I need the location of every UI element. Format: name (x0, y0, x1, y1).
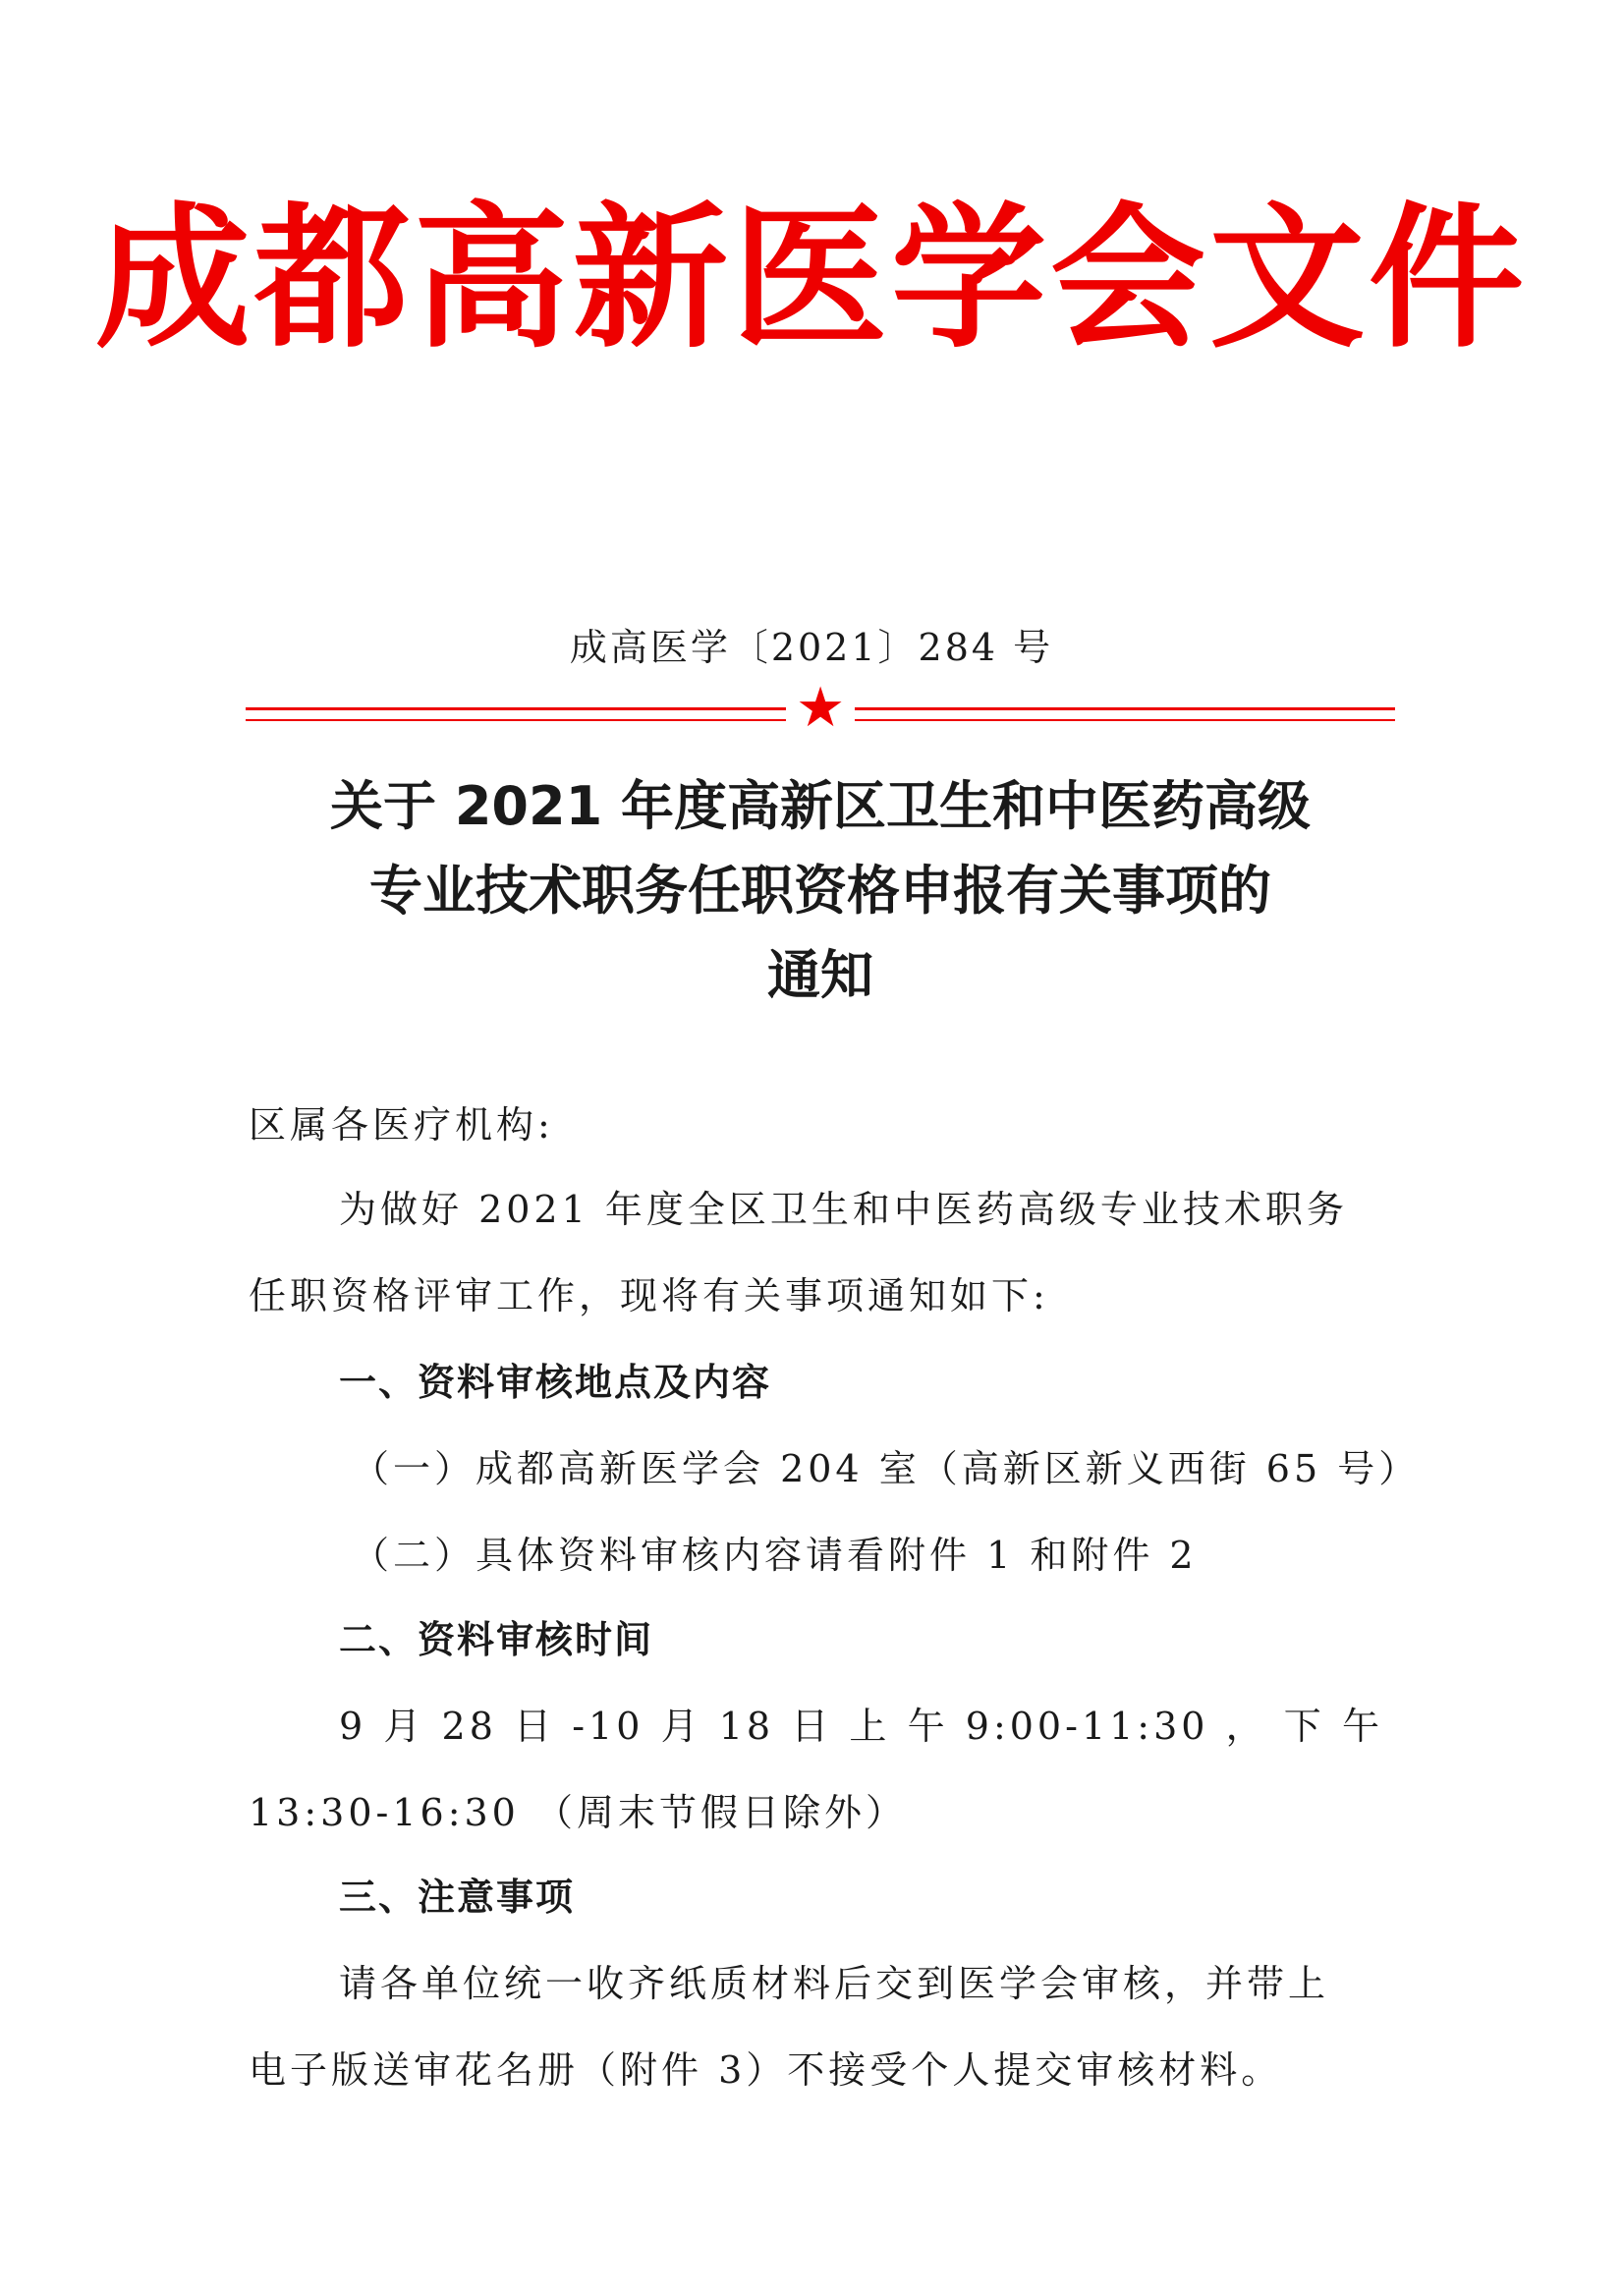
time-part: 18 (718, 1705, 775, 1748)
salutation: 区属各医疗机构: (249, 1103, 554, 1147)
title-line: 关于 2021 年度高新区卫生和中医药高级 (330, 775, 1311, 837)
section-heading: 一、资料审核地点及内容 (339, 1361, 772, 1404)
review-time-continued: 13:30-16:30 （周末节假日除外） (249, 1791, 907, 1834)
masthead-title: 成都高新医学会文件 (95, 189, 1528, 369)
notice-line: 电子版送审花名册（附件 3）不接受个人提交审核材料。 (249, 2048, 1283, 2092)
title-line: 通知 (767, 944, 873, 1006)
title-line: 专业技术职务任职资格申报有关事项的 (369, 860, 1271, 922)
time-part: 月 (660, 1705, 702, 1748)
time-part: 日 (514, 1705, 556, 1748)
section-heading: 二、资料审核时间 (339, 1618, 654, 1661)
time-part: 午 (1341, 1705, 1383, 1748)
list-item: （一）成都高新医学会 204 室（高新区新义西街 65 号） (352, 1447, 1421, 1490)
time-part: 月 (383, 1705, 425, 1748)
time-part: 午 (907, 1705, 949, 1748)
document-number: 成高医学〔2021〕284 号 (569, 626, 1054, 669)
review-time-line (339, 1702, 1383, 1751)
intro-line: 任职资格评审工作，现将有关事项通知如下: (249, 1274, 1049, 1317)
notice-line: 请各单位统一收齐纸质材料后交到医学会审核，并带上 (339, 1962, 1330, 2005)
list-item: （二）具体资料审核内容请看附件 1 和附件 2 (352, 1534, 1198, 1577)
intro-line: 为做好 2021 年度全区卫生和中医药高级专业技术职务 (339, 1188, 1348, 1231)
time-part: ， (1225, 1705, 1267, 1748)
notice-title (246, 764, 1395, 1018)
star-icon: ★ (796, 676, 846, 740)
section-heading: 三、注意事项 (339, 1876, 576, 1919)
time-part: 下 (1283, 1705, 1325, 1748)
time-part: 上 (849, 1705, 891, 1748)
red-divider (246, 676, 1395, 740)
time-part: 日 (791, 1705, 833, 1748)
time-part: 9:00-11:30 (965, 1705, 1209, 1748)
time-part: 9 (339, 1705, 367, 1748)
time-part: 28 (441, 1705, 497, 1748)
time-part: -10 (572, 1705, 644, 1748)
